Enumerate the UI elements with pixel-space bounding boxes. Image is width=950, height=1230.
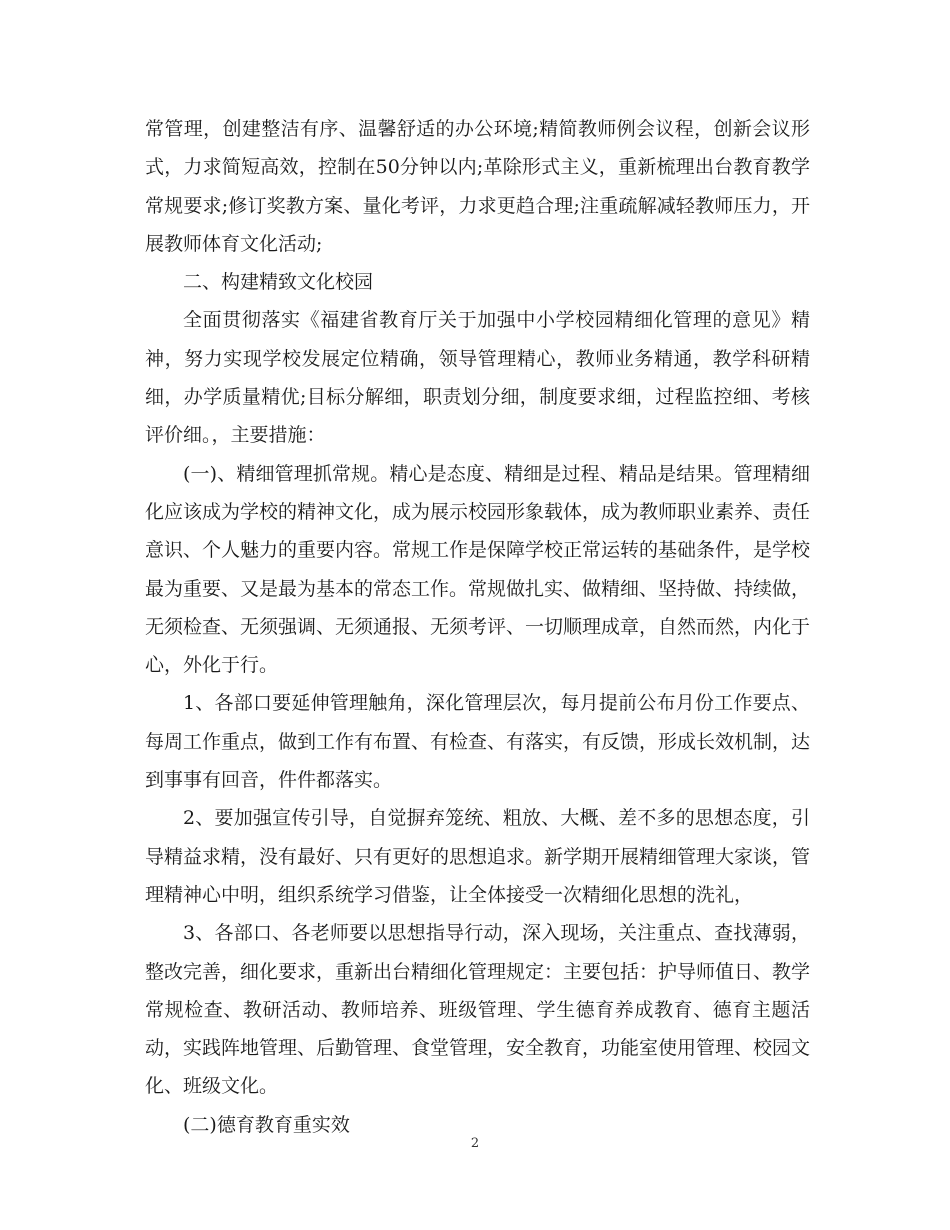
page-number: 2 (470, 1136, 480, 1151)
paragraph-overview: 全面贯彻落实《福建省教育厅关于加强中小学校园精细化管理的意见》精神，努力实现学校发展定位精确，领导管理精心，教师业务精通，教学科研精细，办学质量精优;目标分解细，职责划分细，制度要求细，过程监控细、考核评价细。，主要措施： (145, 309, 810, 447)
subheading-moral-education: (二)德育教育重实效 (183, 1113, 350, 1136)
section-heading-two: 二、构建精致文化校园 (183, 271, 374, 294)
paragraph-continuation: 常管理，创建整洁有序、温馨舒适的办公环境;精简教师例会议程，创新会议形式，力求简短高效，控制在50分钟以内;革除形式主义，重新梳理出台教育教学常规要求;修订奖教方案、量化考评，力求更趋合理;注重疏解减轻教师压力，开展教师体育文化活动; (145, 118, 810, 255)
paragraph-item-2: 2、要加强宣传引导，自觉摒弃笼统、粗放、大概、差不多的思想态度，引导精益求精，没有最好、只有更好的思想追求。新学期开展精细管理大家谈，管理精神心中明，组织系统学习借鉴，让全体接受一次精细化思想的洗礼， (145, 807, 811, 906)
paragraph-item-3: 3、各部口、各老师要以思想指导行动，深入现场，关注重点、查找薄弱，整改完善，细化要求，重新出台精细化管理规定：主要包括：护导师值日、教学常规检查、教研活动、教师培养、班级管理、学生德育养成教育、德育主题活动，实践阵地管理、后勤管理、食堂管理，安全教育，功能室使用管理、校园文化、班级文化。 (145, 922, 811, 1098)
paragraph-fine-management: (一)、精细管理抓常规。精心是态度、精细是过程、精品是结果。管理精细化应该成为学校的精神文化，成为展示校园形象载体，成为教师职业素养、责任意识、个人魅力的重要内容。常规工作是保障学校正常运转的基础条件，是学校最为重要、又是最为基本的常态工作。常规做扎实、做精细、坚持做、持续做，无须检查、无须强调、无须通报、无须考评、一切顺理成章，自然而然，内化于心，外化于行。 (145, 462, 811, 677)
document-body (145, 110, 810, 1144)
paragraph-item-1: 1、各部口要延伸管理触角，深化管理层次，每月提前公布月份工作要点、每周工作重点，做到工作有布置、有检查、有落实，有反馈，形成长效机制，达到事事有回音，件件都落实。 (145, 692, 811, 792)
